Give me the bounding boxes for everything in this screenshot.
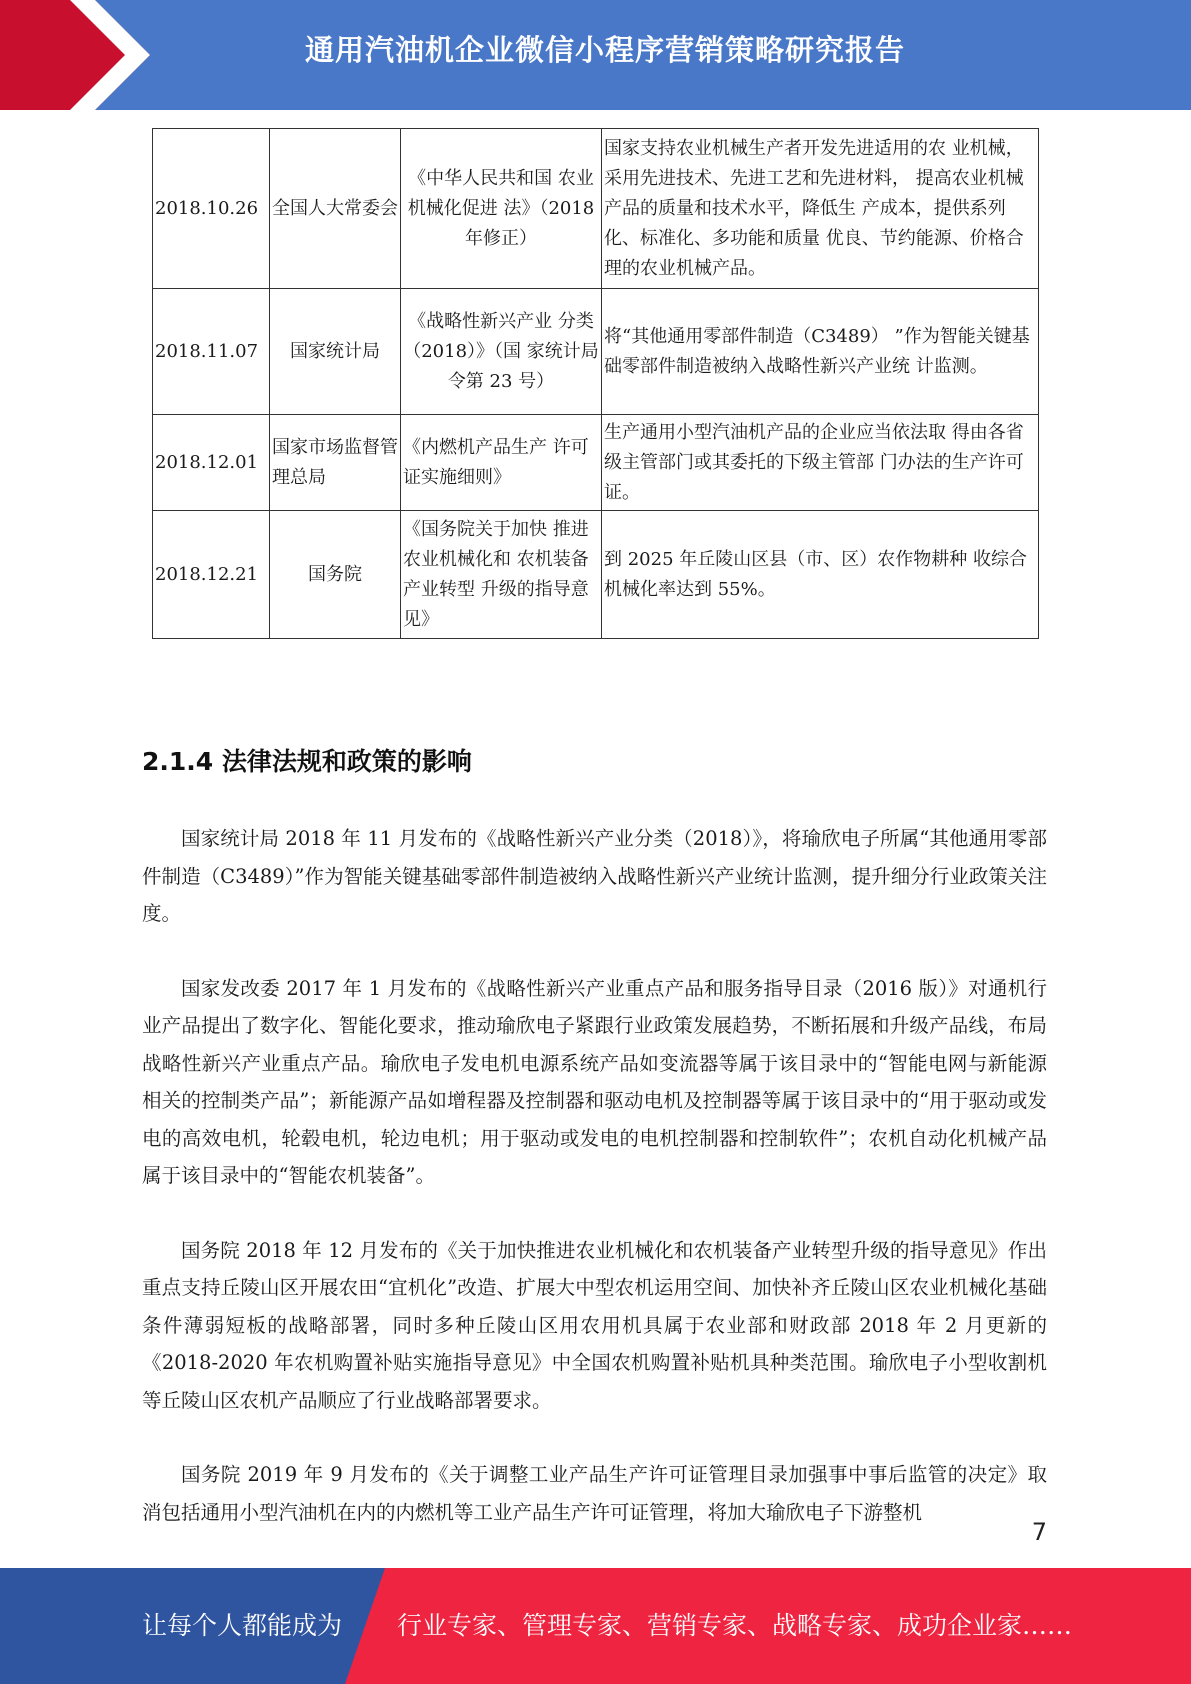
org-cell: 国家统计局 — [270, 289, 401, 415]
section-heading: 2.1.4 法律法规和政策的影响 — [142, 747, 472, 776]
paragraph: 国家统计局 2018 年 11 月发布的《战略性新兴产业分类（2018）》，将瑜欣电子所属“其他通用零部件制造（C3489）”作为智能关键基础零部件制造被纳入战略性新兴产业统计监测，提升细分行业政策关注度。 — [142, 827, 1047, 925]
footer-slogan-left: 让每个人都能成为 — [142, 1611, 343, 1640]
date-cell: 2018.10.26 — [153, 129, 270, 289]
page-number: 7 — [1031, 1518, 1047, 1546]
table-row — [153, 415, 1039, 511]
description-cell: 将“其他通用零部件制造（C3489） ”作为智能关键基础零部件制造被纳入战略性新兴产业统 计监测。 — [602, 289, 1039, 415]
page-header — [0, 0, 1191, 110]
policy-table — [152, 128, 1039, 639]
date-cell: 2018.12.01 — [153, 415, 270, 511]
document-cell: 《内燃机产品生产 许可证实施细则》 — [401, 415, 602, 511]
paragraph: 国务院 2019 年 9 月发布的《关于调整工业产品生产许可证管理目录加强事中事后监管的决定》取消包括通用小型汽油机在内的内燃机等工业产品生产许可证管理，将加大瑜欣电子下游整机 — [142, 1463, 1047, 1524]
org-cell: 全国人大常委会 — [270, 129, 401, 289]
description-cell: 国家支持农业机械生产者开发先进适用的农 业机械，采用先进技术、先进工艺和先进材料， 提高农业机械产品的质量和技术水平，降低生 产成本，提供系列化、标准化、多功能和质量 优良、节约能源、价格合理的农业机械产品。 — [602, 129, 1039, 289]
report-title: 通用汽油机企业微信小程序营销策略研究报告 — [304, 33, 905, 67]
date-cell: 2018.12.21 — [153, 511, 270, 639]
paragraph: 国务院 2018 年 12 月发布的《关于加快推进农业机械化和农机装备产业转型升级的指导意见》作出重点支持丘陵山区开展农田“宜机化”改造、扩展大中型农机运用空间、加快补齐丘陵山区农业机械化基础条件薄弱短板的战略部署，同时多种丘陵山区用农用机具属于农业部和财政部 2018 年 2 月更新的《2018-2020 年农机购置补贴实施指导意见》中全国农机购置补贴机具种类范围。瑜欣电子小型收割机等丘陵山区农机产品顺应了行业战略部署要求。 — [142, 1238, 1047, 1412]
document-cell: 《战略性新兴产业 分类（2018）》（国 家统计局令第 23 号） — [401, 289, 602, 415]
header-arrow-decoration — [0, 0, 150, 110]
page-footer — [0, 1568, 1191, 1684]
table-row — [153, 289, 1039, 415]
date-cell: 2018.11.07 — [153, 289, 270, 415]
footer-slogan-right: 行业专家、管理专家、营销专家、战略专家、成功企业家…… — [397, 1611, 1073, 1640]
table-row — [153, 511, 1039, 639]
paragraph: 国家发改委 2017 年 1 月发布的《战略性新兴产业重点产品和服务指导目录（2016 版）》对通机行业产品提出了数字化、智能化要求，推动瑜欣电子紧跟行业政策发展趋势，不断拓展和升级产品线，布局战略性新兴产业重点产品。瑜欣电子发电机电源系统产品如变流器等属于该目录中的“智能电网与新能源相关的控制类产品”；新能源产品如增程器及控制器和驱动电机及控制器等属于该目录中的“用于驱动或发电的高效电机，轮毂电机，轮边电机；用于驱动或发电的电机控制器和控制软件”；农机自动化机械产品属于该目录中的“智能农机装备”。 — [142, 976, 1047, 1187]
org-cell: 国家市场监督管理总局 — [270, 415, 401, 511]
table-row — [153, 129, 1039, 289]
description-cell: 到 2025 年丘陵山区县（市、区）农作物耕种 收综合机械化率达到 55%。 — [602, 511, 1039, 639]
section-body — [142, 820, 1047, 1568]
document-cell: 《国务院关于加快 推进农业机械化和 农机装备产业转型 升级的指导意见》 — [401, 511, 602, 639]
description-cell: 生产通用小型汽油机产品的企业应当依法取 得由各省级主管部门或其委托的下级主管部 门办法的生产许可证。 — [602, 415, 1039, 511]
org-cell: 国务院 — [270, 511, 401, 639]
document-cell: 《中华人民共和国 农业机械化促进 法》（2018 年修正） — [401, 129, 602, 289]
